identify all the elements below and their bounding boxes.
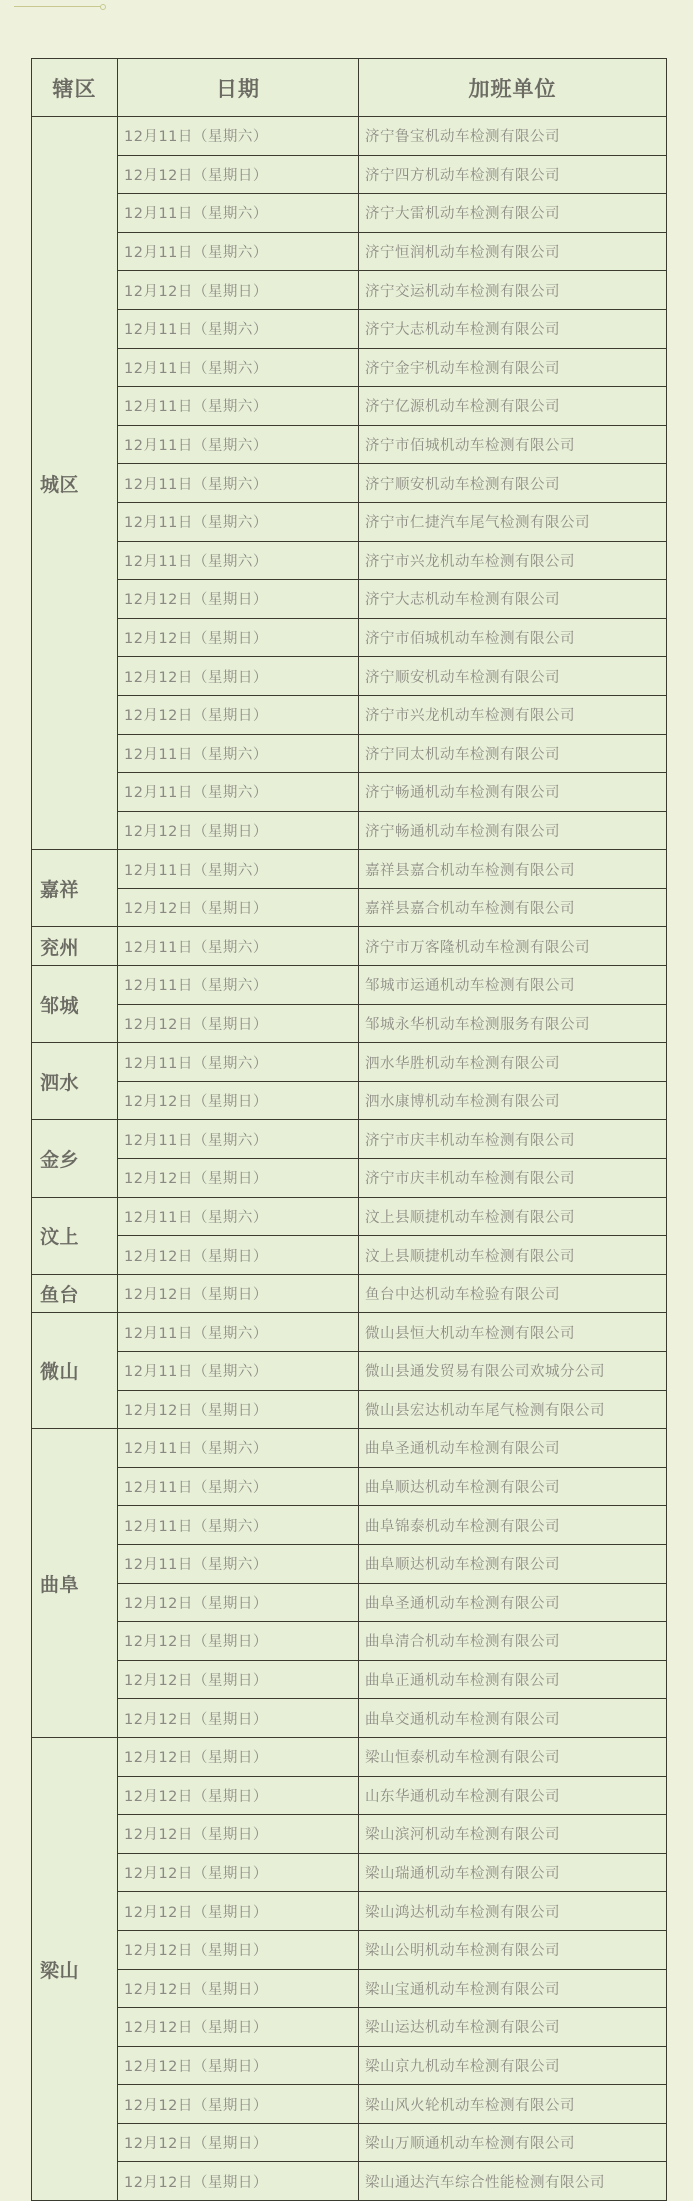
table-row — [32, 1737, 667, 1776]
unit-cell: 梁山京九机动车检测有限公司 — [359, 2046, 667, 2085]
date-cell: 12月11日（星期六） — [118, 502, 359, 541]
unit-cell: 梁山风火轮机动车检测有限公司 — [359, 2085, 667, 2124]
table-row — [32, 2008, 667, 2047]
date-cell: 12月12日（星期日） — [118, 695, 359, 734]
table-row — [32, 1815, 667, 1854]
date-cell: 12月11日（星期六） — [118, 927, 359, 966]
table-row — [32, 464, 667, 503]
unit-cell: 济宁顺安机动车检测有限公司 — [359, 464, 667, 503]
date-cell: 12月12日（星期日） — [118, 1274, 359, 1313]
table-row — [32, 309, 667, 348]
unit-cell: 济宁亿源机动车检测有限公司 — [359, 387, 667, 426]
unit-cell: 济宁恒润机动车检测有限公司 — [359, 232, 667, 271]
date-cell: 12月11日（星期六） — [118, 966, 359, 1005]
unit-cell: 鱼台中达机动车检验有限公司 — [359, 1274, 667, 1313]
unit-cell: 济宁市庆丰机动车检测有限公司 — [359, 1159, 667, 1198]
header-unit: 加班单位 — [359, 59, 667, 117]
table-row — [32, 1544, 667, 1583]
unit-cell: 山东华通机动车检测有限公司 — [359, 1776, 667, 1815]
unit-cell: 曲阜正通机动车检测有限公司 — [359, 1660, 667, 1699]
date-cell: 12月12日（星期日） — [118, 1004, 359, 1043]
date-cell: 12月12日（星期日） — [118, 657, 359, 696]
table-row — [32, 2085, 667, 2124]
unit-cell: 济宁市庆丰机动车检测有限公司 — [359, 1120, 667, 1159]
table-row — [32, 1081, 667, 1120]
unit-cell: 梁山万顺通机动车检测有限公司 — [359, 2123, 667, 2162]
district-cell: 梁山 — [32, 1737, 118, 2200]
table-row — [32, 657, 667, 696]
unit-cell: 曲阜顺达机动车检测有限公司 — [359, 1467, 667, 1506]
date-cell: 12月12日（星期日） — [118, 271, 359, 310]
table-row — [32, 502, 667, 541]
district-cell: 微山 — [32, 1313, 118, 1429]
date-cell: 12月11日（星期六） — [118, 1544, 359, 1583]
date-cell: 12月12日（星期日） — [118, 2123, 359, 2162]
date-cell: 12月12日（星期日） — [118, 580, 359, 619]
date-cell: 12月12日（星期日） — [118, 1737, 359, 1776]
table-row — [32, 117, 667, 156]
date-cell: 12月12日（星期日） — [118, 1660, 359, 1699]
date-cell: 12月12日（星期日） — [118, 1622, 359, 1661]
district-cell: 汶上 — [32, 1197, 118, 1274]
date-cell: 12月11日（星期六） — [118, 1043, 359, 1082]
date-cell: 12月12日（星期日） — [118, 1815, 359, 1854]
unit-cell: 济宁市兴龙机动车检测有限公司 — [359, 695, 667, 734]
table-row — [32, 271, 667, 310]
table-row — [32, 966, 667, 1005]
unit-cell: 济宁畅通机动车检测有限公司 — [359, 773, 667, 812]
date-cell: 12月11日（星期六） — [118, 194, 359, 233]
date-cell: 12月12日（星期日） — [118, 811, 359, 850]
table-row — [32, 1004, 667, 1043]
district-cell: 鱼台 — [32, 1274, 118, 1313]
date-cell: 12月12日（星期日） — [118, 1236, 359, 1275]
table-row — [32, 1506, 667, 1545]
unit-cell: 微山县通发贸易有限公司欢城分公司 — [359, 1352, 667, 1391]
district-cell: 金乡 — [32, 1120, 118, 1197]
date-cell: 12月11日（星期六） — [118, 1352, 359, 1391]
table-row — [32, 1660, 667, 1699]
unit-cell: 嘉祥县嘉合机动车检测有限公司 — [359, 850, 667, 889]
unit-cell: 邹城市运通机动车检测有限公司 — [359, 966, 667, 1005]
unit-cell: 曲阜圣通机动车检测有限公司 — [359, 1583, 667, 1622]
date-cell: 12月11日（星期六） — [118, 1120, 359, 1159]
unit-cell: 济宁畅通机动车检测有限公司 — [359, 811, 667, 850]
date-cell: 12月11日（星期六） — [118, 734, 359, 773]
table-row — [32, 927, 667, 966]
header-row — [32, 59, 667, 117]
date-cell: 12月11日（星期六） — [118, 850, 359, 889]
date-cell: 12月11日（星期六） — [118, 541, 359, 580]
district-cell: 兖州 — [32, 927, 118, 966]
unit-cell: 济宁市兴龙机动车检测有限公司 — [359, 541, 667, 580]
date-cell: 12月12日（星期日） — [118, 2046, 359, 2085]
district-cell: 泗水 — [32, 1043, 118, 1120]
unit-cell: 济宁市佰城机动车检测有限公司 — [359, 618, 667, 657]
unit-cell: 曲阜圣通机动车检测有限公司 — [359, 1429, 667, 1468]
unit-cell: 曲阜交通机动车检测有限公司 — [359, 1699, 667, 1738]
date-cell: 12月12日（星期日） — [118, 1969, 359, 2008]
table-row — [32, 1043, 667, 1082]
table-row — [32, 1699, 667, 1738]
table-row — [32, 1352, 667, 1391]
unit-cell: 梁山瑞通机动车检测有限公司 — [359, 1853, 667, 1892]
unit-cell: 济宁鲁宝机动车检测有限公司 — [359, 117, 667, 156]
unit-cell: 济宁市万客隆机动车检测有限公司 — [359, 927, 667, 966]
table-row — [32, 1622, 667, 1661]
table-row — [32, 1120, 667, 1159]
date-cell: 12月11日（星期六） — [118, 117, 359, 156]
table-row — [32, 734, 667, 773]
table-body — [32, 117, 667, 2201]
unit-cell: 嘉祥县嘉合机动车检测有限公司 — [359, 888, 667, 927]
table-row — [32, 888, 667, 927]
table-row — [32, 1892, 667, 1931]
district-cell: 邹城 — [32, 966, 118, 1043]
date-cell: 12月11日（星期六） — [118, 1429, 359, 1468]
date-cell: 12月11日（星期六） — [118, 425, 359, 464]
table-row — [32, 387, 667, 426]
table-row — [32, 811, 667, 850]
unit-cell: 梁山宝通机动车检测有限公司 — [359, 1969, 667, 2008]
date-cell: 12月11日（星期六） — [118, 387, 359, 426]
date-cell: 12月11日（星期六） — [118, 464, 359, 503]
date-cell: 12月12日（星期日） — [118, 155, 359, 194]
unit-cell: 梁山恒泰机动车检测有限公司 — [359, 1737, 667, 1776]
table-row — [32, 348, 667, 387]
table-row — [32, 1313, 667, 1352]
date-cell: 12月11日（星期六） — [118, 309, 359, 348]
unit-cell: 泗水华胜机动车检测有限公司 — [359, 1043, 667, 1082]
table-row — [32, 618, 667, 657]
decorative-line — [14, 6, 102, 7]
district-cell: 城区 — [32, 117, 118, 850]
date-cell: 12月11日（星期六） — [118, 1506, 359, 1545]
date-cell: 12月11日（星期六） — [118, 773, 359, 812]
unit-cell: 曲阜锦泰机动车检测有限公司 — [359, 1506, 667, 1545]
table-row — [32, 1429, 667, 1468]
date-cell: 12月12日（星期日） — [118, 2008, 359, 2047]
table-row — [32, 1853, 667, 1892]
table-row — [32, 232, 667, 271]
table-row — [32, 425, 667, 464]
date-cell: 12月12日（星期日） — [118, 1853, 359, 1892]
date-cell: 12月12日（星期日） — [118, 888, 359, 927]
unit-cell: 梁山鸿达机动车检测有限公司 — [359, 1892, 667, 1931]
date-cell: 12月11日（星期六） — [118, 1313, 359, 1352]
table-row — [32, 850, 667, 889]
unit-cell: 梁山公明机动车检测有限公司 — [359, 1930, 667, 1969]
table-row — [32, 1390, 667, 1429]
date-cell: 12月12日（星期日） — [118, 1081, 359, 1120]
date-cell: 12月12日（星期日） — [118, 2162, 359, 2201]
date-cell: 12月12日（星期日） — [118, 1776, 359, 1815]
unit-cell: 汶上县顺捷机动车检测有限公司 — [359, 1236, 667, 1275]
table-row — [32, 580, 667, 619]
unit-cell: 济宁大志机动车检测有限公司 — [359, 580, 667, 619]
date-cell: 12月12日（星期日） — [118, 618, 359, 657]
overtime-schedule-table — [31, 58, 667, 2201]
unit-cell: 梁山滨河机动车检测有限公司 — [359, 1815, 667, 1854]
table-row — [32, 1467, 667, 1506]
table-row — [32, 695, 667, 734]
district-cell: 嘉祥 — [32, 850, 118, 927]
date-cell: 12月11日（星期六） — [118, 1467, 359, 1506]
unit-cell: 曲阜清合机动车检测有限公司 — [359, 1622, 667, 1661]
header-district: 辖区 — [32, 59, 118, 117]
header-date: 日期 — [118, 59, 359, 117]
table-row — [32, 541, 667, 580]
table-row — [32, 155, 667, 194]
table-row — [32, 2162, 667, 2201]
date-cell: 12月11日（星期六） — [118, 348, 359, 387]
unit-cell: 济宁顺安机动车检测有限公司 — [359, 657, 667, 696]
table-row — [32, 1274, 667, 1313]
unit-cell: 济宁金宇机动车检测有限公司 — [359, 348, 667, 387]
table-row — [32, 1236, 667, 1275]
table-row — [32, 194, 667, 233]
date-cell: 12月12日（星期日） — [118, 1892, 359, 1931]
date-cell: 12月12日（星期日） — [118, 1159, 359, 1198]
table-row — [32, 773, 667, 812]
unit-cell: 汶上县顺捷机动车检测有限公司 — [359, 1197, 667, 1236]
district-cell: 曲阜 — [32, 1429, 118, 1738]
table-row — [32, 2046, 667, 2085]
unit-cell: 济宁大志机动车检测有限公司 — [359, 309, 667, 348]
table-row — [32, 1583, 667, 1622]
unit-cell: 济宁市佰城机动车检测有限公司 — [359, 425, 667, 464]
date-cell: 12月12日（星期日） — [118, 2085, 359, 2124]
date-cell: 12月12日（星期日） — [118, 1930, 359, 1969]
table-row — [32, 1930, 667, 1969]
date-cell: 12月11日（星期六） — [118, 232, 359, 271]
unit-cell: 济宁四方机动车检测有限公司 — [359, 155, 667, 194]
date-cell: 12月11日（星期六） — [118, 1197, 359, 1236]
unit-cell: 微山县宏达机动车尾气检测有限公司 — [359, 1390, 667, 1429]
unit-cell: 济宁大雷机动车检测有限公司 — [359, 194, 667, 233]
decorative-dot — [100, 4, 106, 10]
unit-cell: 济宁同太机动车检测有限公司 — [359, 734, 667, 773]
table-row — [32, 1969, 667, 2008]
unit-cell: 曲阜顺达机动车检测有限公司 — [359, 1544, 667, 1583]
table-row — [32, 1776, 667, 1815]
unit-cell: 梁山运达机动车检测有限公司 — [359, 2008, 667, 2047]
date-cell: 12月12日（星期日） — [118, 1390, 359, 1429]
unit-cell: 泗水康博机动车检测有限公司 — [359, 1081, 667, 1120]
unit-cell: 济宁市仁捷汽车尾气检测有限公司 — [359, 502, 667, 541]
table-row — [32, 1197, 667, 1236]
date-cell: 12月12日（星期日） — [118, 1583, 359, 1622]
date-cell: 12月12日（星期日） — [118, 1699, 359, 1738]
table-row — [32, 2123, 667, 2162]
unit-cell: 济宁交运机动车检测有限公司 — [359, 271, 667, 310]
unit-cell: 邹城永华机动车检测服务有限公司 — [359, 1004, 667, 1043]
table-row — [32, 1159, 667, 1198]
unit-cell: 梁山通达汽车综合性能检测有限公司 — [359, 2162, 667, 2201]
unit-cell: 微山县恒大机动车检测有限公司 — [359, 1313, 667, 1352]
